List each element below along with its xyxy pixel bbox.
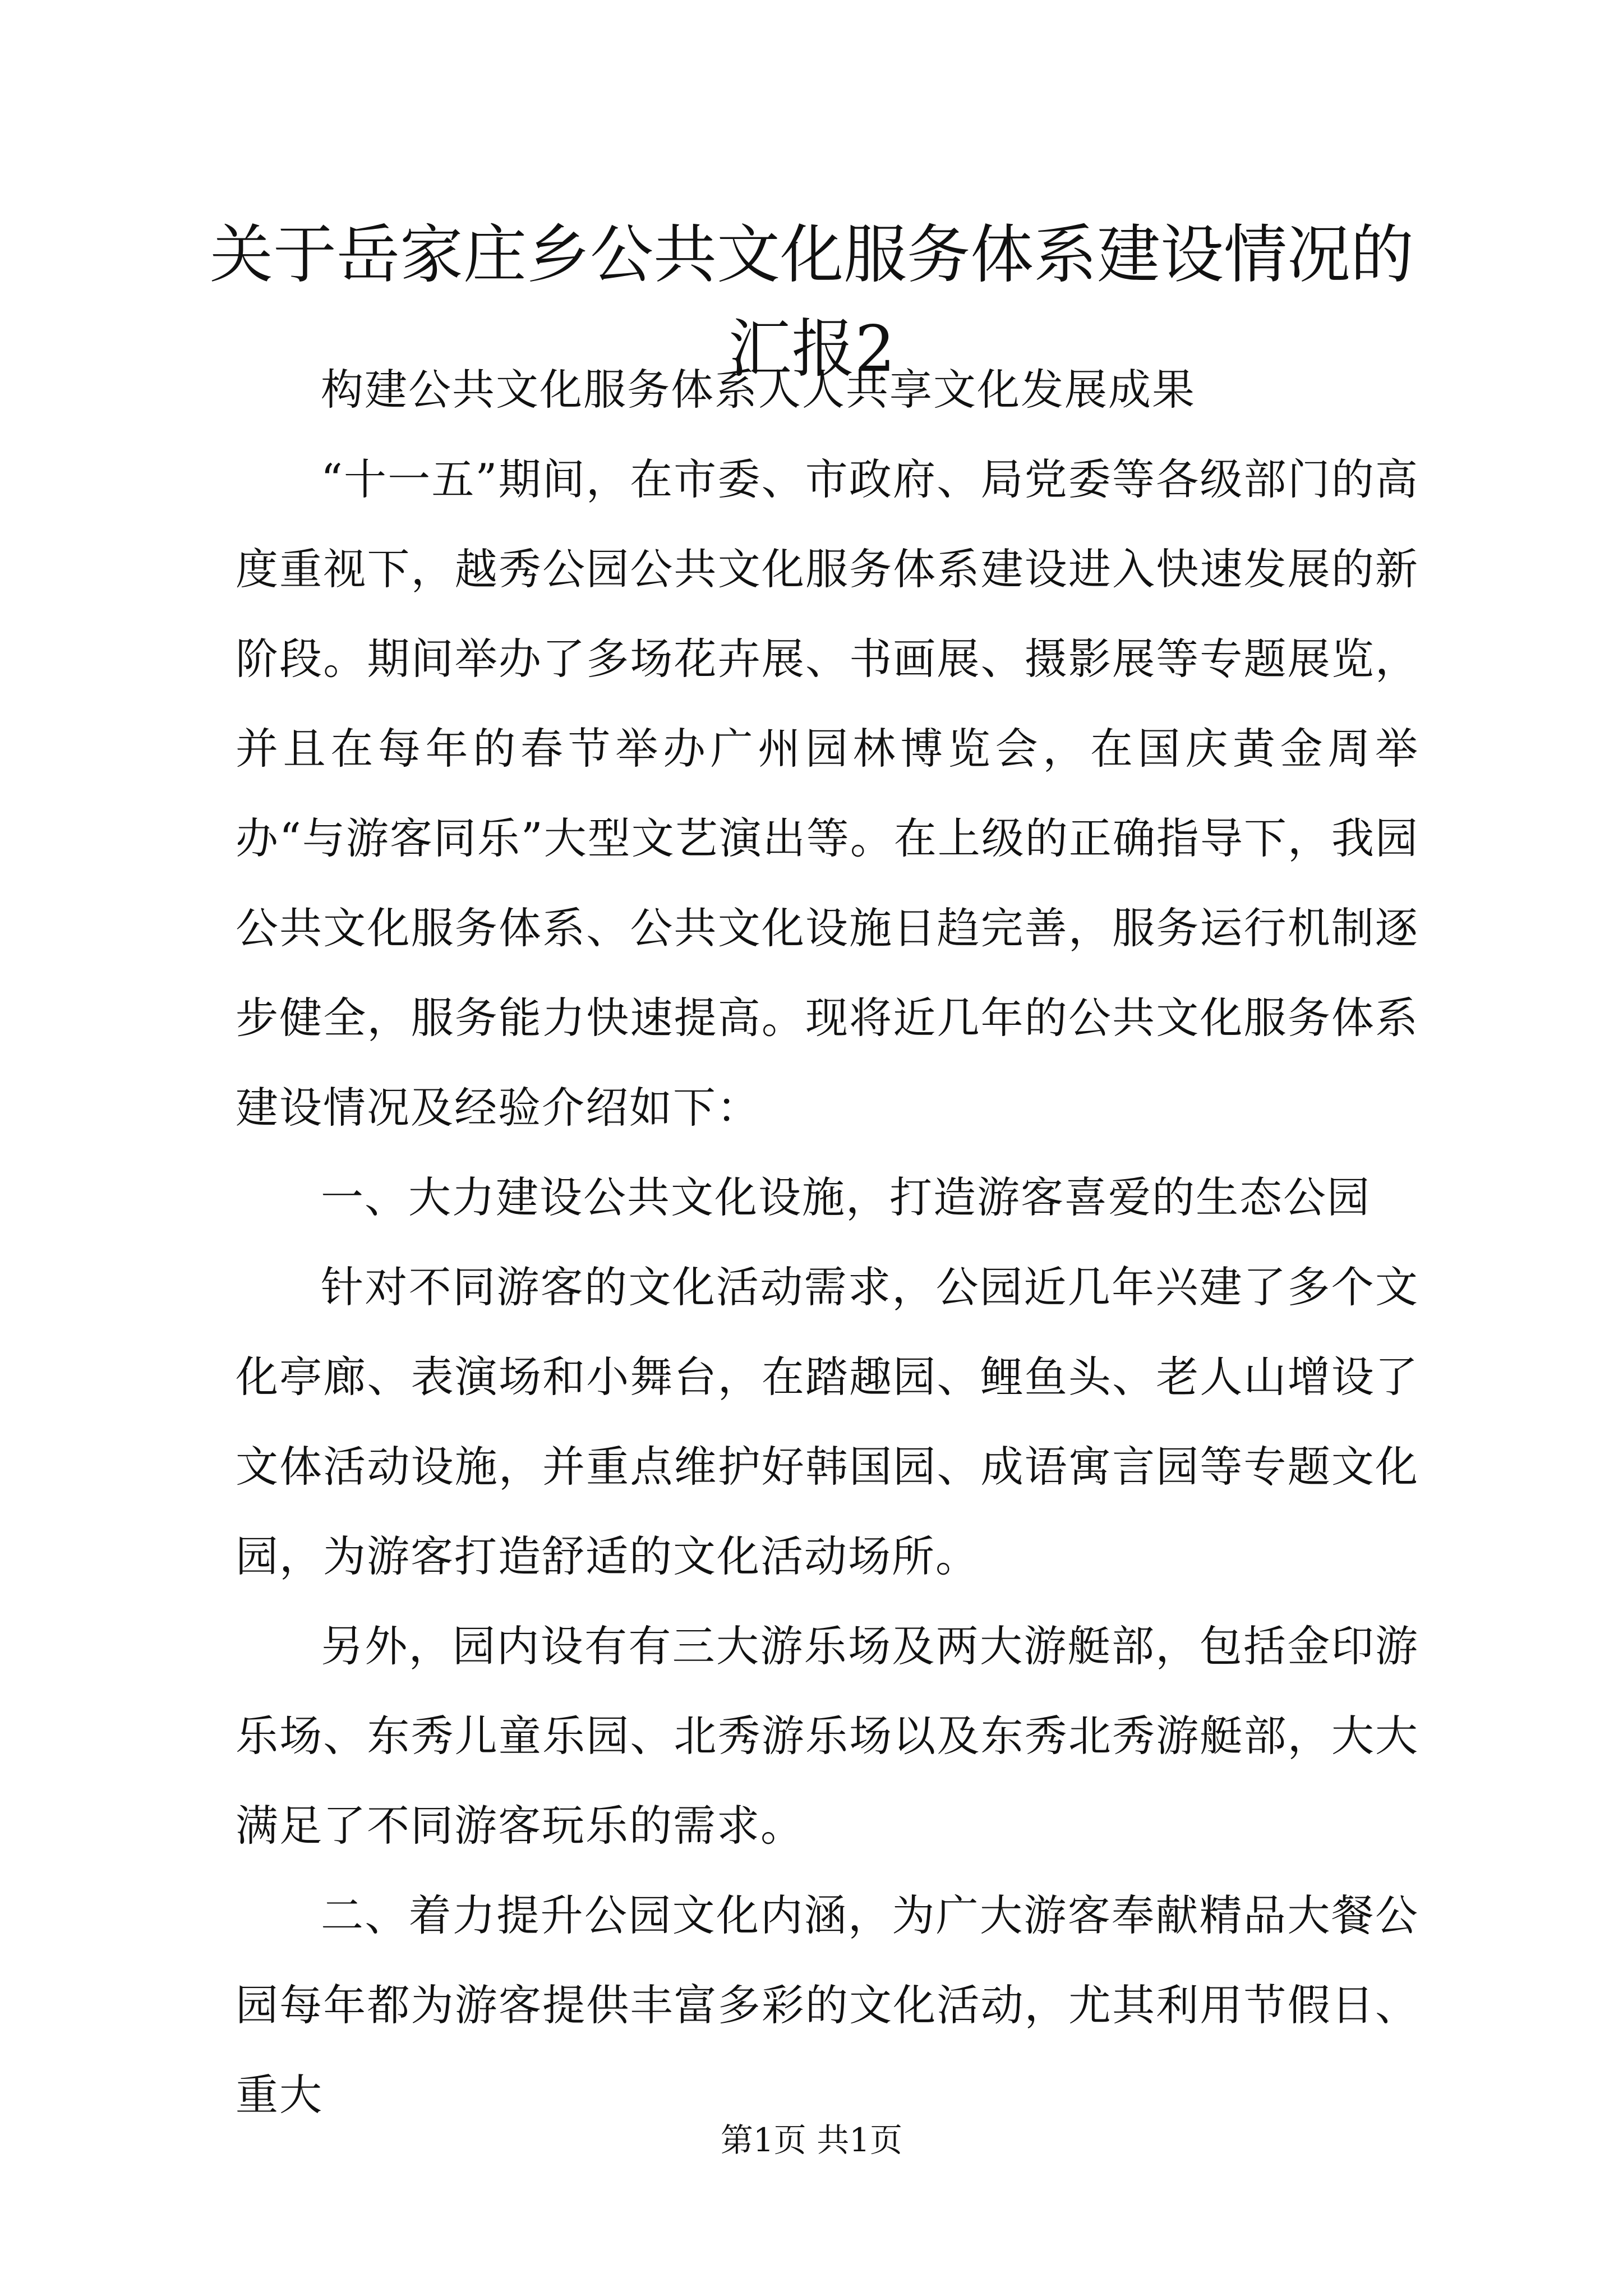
paragraph-facilities: 针对不同游客的文化活动需求，公园近几年兴建了多个文化亭廊、表演场和小舞台，在踏趣园、鲤鱼头、老人山增设了文体活动设施，并重点维护好韩国园、成语寓言园等专题文化园，为游客打造舒适的文化活动场所。 bbox=[236, 1262, 1419, 1581]
paragraph-heading-one: 一、大力建设公共文化设施，打造游客喜爱的生态公园 bbox=[321, 1172, 1371, 1222]
paragraph-amusement: 另外，园内设有有三大游乐场及两大游艇部，包括金印游乐场、东秀儿童乐园、北秀游乐场以及东秀北秀游艇部，大大满足了不同游客玩乐的需求。 bbox=[236, 1621, 1419, 1851]
paragraph-heading-two: 二、着力提升公园文化内涵，为广大游客奉献精品大餐公园每年都为游客提供丰富多彩的文化活动，尤其利用节假日、重大 bbox=[236, 1890, 1419, 2120]
page-footer: 第1页 共1页 bbox=[720, 2121, 903, 2159]
paragraph-intro: “十一五”期间，在市委、市政府、局党委等各级部门的高度重视下，越秀公园公共文化服务体系建设进入快速发展的新阶段。期间举办了多场花卉展、书画展、摄影展等专题展览，并且在每年的春节举办广州园林博览会，在国庆黄金周举办“与游客同乐”大型文艺演出等。在上级的正确指导下，我园公共文化服务体系、公共文化设施日趋完善，服务运行机制逐步健全，服务能力快速提高。现将近几年的公共文化服务体系建设情况及经验介绍如下： bbox=[236, 454, 1419, 1133]
document-body bbox=[236, 345, 1419, 2140]
document-title: 关于岳家庄乡公共文化服务体系建设情况的汇报2 bbox=[210, 218, 1414, 386]
paragraph-subtitle: 构建公共文化服务体系人人共享文化发展成果 bbox=[321, 365, 1196, 415]
